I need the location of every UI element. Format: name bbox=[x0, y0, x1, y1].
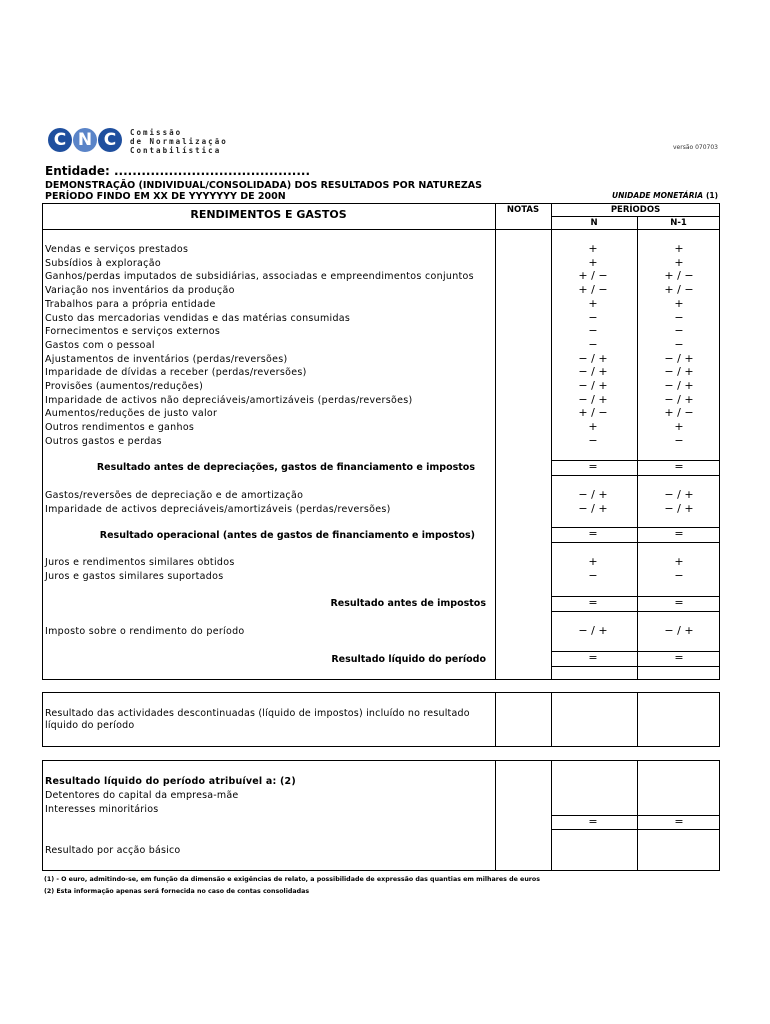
statement-row-n1: + / − bbox=[664, 269, 694, 283]
discontinued-label-2: líquido do período bbox=[45, 720, 135, 731]
statement-row-n: − bbox=[588, 324, 598, 338]
attribution-minority: Interesses minoritários bbox=[45, 804, 159, 815]
logo-line-2: de Normalização bbox=[130, 137, 228, 146]
header-rendimentos-gastos: RENDIMENTOS E GASTOS bbox=[190, 208, 347, 221]
statement-row-label: Ajustamentos de inventários (perdas/reversões) bbox=[45, 353, 288, 365]
depreciation-row-label: Gastos/reversões de depreciação e de amortização bbox=[45, 490, 304, 501]
statement-row-n1: − / + bbox=[664, 365, 694, 379]
row-income-tax-label: Imposto sobre o rendimento do período bbox=[45, 626, 245, 637]
statement-row-n1: − / + bbox=[664, 351, 694, 365]
logo-text bbox=[130, 128, 228, 155]
unit-footnote-ref: (1) bbox=[706, 191, 719, 200]
statement-row-label: Imparidade de activos não depreciáveis/amortizáveis (perdas/reversões) bbox=[45, 394, 413, 406]
cnc-logo bbox=[48, 128, 228, 156]
header-notas: NOTAS bbox=[506, 205, 540, 215]
discontinued-operations-box bbox=[42, 692, 720, 747]
eps-label: Resultado por acção básico bbox=[45, 845, 181, 856]
statement-row-label: Trabalhos para a própria entidade bbox=[45, 298, 216, 310]
depreciation-row-n: − / + bbox=[578, 501, 608, 515]
interest-row-n1: + bbox=[674, 555, 684, 568]
depreciation-row-n: − / + bbox=[578, 488, 608, 501]
row-income-tax-n1: − / + bbox=[664, 624, 694, 637]
statement-row-label: Vendas e serviços prestados bbox=[45, 244, 189, 255]
statement-row-n1: + bbox=[674, 296, 684, 310]
logo-letter-c2: C bbox=[98, 128, 122, 152]
depreciation-row-n1: − / + bbox=[664, 488, 694, 501]
interest-row-label: Juros e rendimentos similares obtidos bbox=[45, 557, 235, 568]
discontinued-label-1: Resultado das actividades descontinuadas (líquido de impostos) incluído no resultado bbox=[45, 708, 470, 719]
interest-row-label: Juros e gastos similares suportados bbox=[45, 570, 224, 582]
statement-row-n: + bbox=[588, 296, 598, 310]
statement-row-label: Ganhos/perdas imputados de subsidiárias, associadas e empreendimentos conjuntos bbox=[45, 271, 474, 283]
statement-row-label: Outros rendimentos e ganhos bbox=[45, 422, 195, 434]
statement-row-label: Custo das mercadorias vendidas e das matérias consumidas bbox=[45, 312, 351, 324]
header-col-n1: N-1 bbox=[670, 218, 687, 228]
statement-row-label: Gastos com o pessoal bbox=[45, 339, 155, 351]
logo-line-3: Contabilística bbox=[130, 146, 222, 155]
statement-row-n: − bbox=[588, 310, 598, 324]
statement-title: DEMONSTRAÇÃO (INDIVIDUAL/CONSOLIDADA) DOS RESULTADOS POR NATUREZAS bbox=[45, 180, 482, 191]
interest-row-n1: − bbox=[674, 568, 684, 582]
statement-row-n: − bbox=[588, 337, 598, 351]
header-col-n: N bbox=[590, 218, 598, 228]
statement-row-n: + / − bbox=[578, 269, 608, 283]
statement-row-n1: + bbox=[674, 242, 684, 255]
subtotal-net-n: = bbox=[588, 651, 598, 664]
depreciation-row-label: Imparidade de activos depreciáveis/amortizáveis (perdas/reversões) bbox=[45, 503, 391, 515]
statement-row-n: − / + bbox=[578, 351, 608, 365]
logo-letter-n: N bbox=[73, 128, 97, 152]
attribution-parent: Detentores do capital da empresa-mãe bbox=[45, 790, 239, 801]
statement-row-label: Provisões (aumentos/reduções) bbox=[45, 381, 204, 392]
subtotal-ebitda-label: Resultado antes de depreciações, gastos de financiamento e impostos bbox=[96, 462, 475, 473]
statement-row-n1: + / − bbox=[664, 283, 694, 297]
attribution-n1: = bbox=[674, 815, 684, 828]
subtotal-pretax-n1: = bbox=[674, 596, 684, 609]
entity-line: Entidade: ........................................... bbox=[45, 164, 311, 178]
statement-row-n: + / − bbox=[578, 283, 608, 297]
statement-row-label: Subsídios à exploração bbox=[45, 257, 161, 269]
statement-row-n1: − / + bbox=[664, 379, 694, 392]
statement-row-n1: + bbox=[674, 255, 684, 269]
statement-row-label: Variação nos inventários da produção bbox=[45, 285, 235, 297]
subtotal-operational-label: Resultado operacional (antes de gastos de financiamento e impostos) bbox=[99, 530, 475, 541]
statement-row-n: + bbox=[588, 242, 598, 255]
attribution-n: = bbox=[588, 815, 598, 828]
statement-row-n1: − / + bbox=[664, 392, 694, 406]
header-periodos: PERÍODOS bbox=[610, 205, 661, 215]
statement-row-n: − bbox=[588, 433, 598, 447]
statement-row-n1: − bbox=[674, 310, 684, 324]
statement-row-label: Fornecimentos e serviços externos bbox=[45, 326, 221, 338]
logo-line-1: Comissão bbox=[130, 128, 183, 137]
logo-letter-c: C bbox=[48, 128, 72, 152]
subtotal-net-n1: = bbox=[674, 651, 684, 664]
statement-row-n: + bbox=[588, 420, 598, 434]
subtotal-net-label: Resultado líquido do período bbox=[331, 654, 486, 665]
footnote-1: (1) - O euro, admitindo-se, em função da dimensão e exigências de relato, a possibilidade de expressão das quantias em milhares de euros bbox=[44, 876, 540, 883]
subtotal-operational-n1: = bbox=[674, 527, 684, 540]
subtotal-pretax-n: = bbox=[588, 596, 598, 609]
statement-row-n1: − bbox=[674, 324, 684, 338]
statement-row-n: + bbox=[588, 255, 598, 269]
unit-label: UNIDADE MONETÁRIA bbox=[612, 191, 704, 200]
statement-row-n1: + / − bbox=[664, 406, 694, 420]
interest-row-n: − bbox=[588, 568, 598, 582]
statement-row-n1: − bbox=[674, 433, 684, 447]
version-label: versão 070703 bbox=[673, 144, 718, 151]
footnote-2: (2) Esta informação apenas será fornecida no caso de contas consolidadas bbox=[44, 888, 310, 895]
period-line: PERÍODO FINDO EM XX DE YYYYYYY DE 200N bbox=[45, 191, 286, 202]
interest-row-n: + bbox=[588, 555, 598, 568]
subtotal-ebitda-n: = bbox=[588, 460, 598, 473]
subtotal-pretax-label: Resultado antes de impostos bbox=[330, 598, 486, 609]
attribution-title: Resultado líquido do período atribuível a: (2) bbox=[45, 776, 296, 787]
statement-row-n1: − bbox=[674, 337, 684, 351]
statement-row-label: Outros gastos e perdas bbox=[45, 435, 162, 447]
statement-row-n1: + bbox=[674, 420, 684, 434]
row-income-tax-n: − / + bbox=[578, 624, 608, 637]
statement-row-n: + / − bbox=[578, 406, 608, 420]
depreciation-row-n1: − / + bbox=[664, 501, 694, 515]
statement-row-label: Imparidade de dívidas a receber (perdas/reversões) bbox=[45, 367, 307, 379]
statement-row-n: − / + bbox=[578, 365, 608, 379]
subtotal-ebitda-n1: = bbox=[674, 460, 684, 473]
subtotal-operational-n: = bbox=[588, 527, 598, 540]
statement-row-n: − / + bbox=[578, 392, 608, 406]
statement-row-label: Aumentos/reduções de justo valor bbox=[45, 408, 218, 420]
statement-row-n: − / + bbox=[578, 379, 608, 392]
